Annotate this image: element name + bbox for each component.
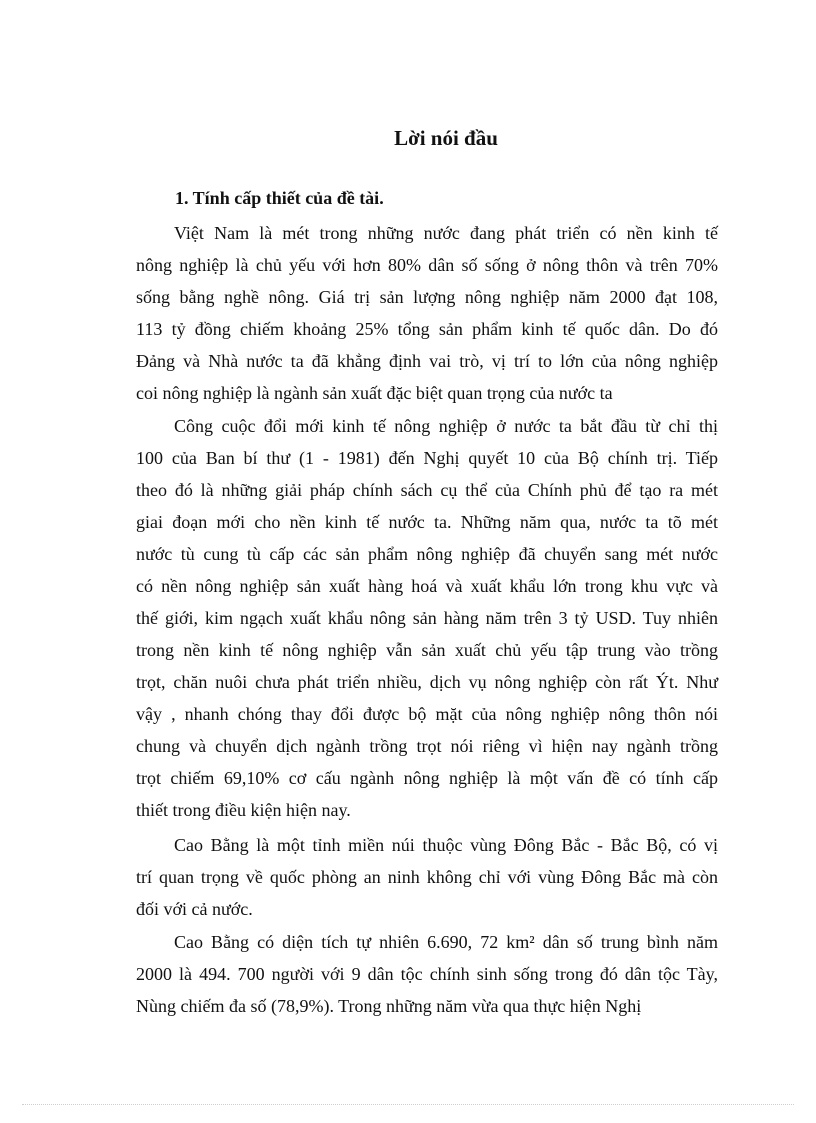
paragraph-3-line-3: đối với cả nước.	[136, 899, 253, 919]
paragraph-2-line-9: trọt, chăn nuôi chưa phát triển nhiều, dịch vụ nông nghiệp còn rất Ýt. Như	[136, 672, 718, 692]
paragraph-1-line-5: Đảng và Nhà nước ta đã khẳng định vai trò, vị trí to lớn của nông nghiệp	[136, 351, 718, 371]
paragraph-2-line-7: thế giới, kim ngạch xuất khẩu nông sản hàng năm trên 3 tỷ USD. Tuy nhiên	[136, 608, 718, 628]
paragraph-3-line-1: Cao Bằng là một tỉnh miền núi thuộc vùng Đông Bắc - Bắc Bộ, có vị	[174, 835, 718, 855]
paragraph-2-line-8: trong nền kinh tế nông nghiệp vẫn sản xuất chủ yếu tập trung vào trồng	[136, 640, 718, 660]
paragraph-4-line-1: Cao Bằng có diện tích tự nhiên 6.690, 72 km² dân số trung bình năm	[174, 932, 718, 952]
document-title: Lời nói đầu	[394, 126, 498, 150]
paragraph-2-line-5: nước tù cung tù cấp các sản phẩm nông nghiệp đã chuyển sang mét nước	[136, 544, 718, 564]
paragraph-2-line-12: trọt chiếm 69,10% cơ cấu ngành nông nghiệp là một vấn đề có tính cấp	[136, 768, 718, 788]
paragraph-2-line-13: thiết trong điều kiện hiện nay.	[136, 800, 351, 820]
footer-divider	[22, 1104, 794, 1105]
paragraph-2-line-3: theo đó là những giải pháp chính sách cụ thể của Chính phủ để tạo ra mét	[136, 480, 718, 500]
paragraph-1-line-4: 113 tỷ đồng chiếm khoảng 25% tổng sản phẩm kinh tế quốc dân. Do đó	[136, 319, 718, 339]
paragraph-3-line-2: trí quan trọng về quốc phòng an ninh không chỉ với vùng Đông Bắc mà còn	[136, 867, 718, 887]
paragraph-2-line-4: giai đoạn mới cho nền kinh tế nước ta. Những năm qua, nước ta tõ mét	[136, 512, 718, 532]
paragraph-4-line-2: 2000 là 494. 700 người với 9 dân tộc chính sinh sống trong đó dân tộc Tày,	[136, 964, 718, 984]
paragraph-1-line-1: Việt Nam là mét trong những nước đang phát triển có nền kinh tế	[174, 223, 718, 243]
paragraph-2-line-10: vậy , nhanh chóng thay đổi được bộ mặt của nông nghiệp nông thôn nói	[136, 704, 718, 724]
paragraph-2-line-6: có nền nông nghiệp sản xuất hàng hoá và xuất khẩu lớn trong khu vực và	[136, 576, 718, 596]
paragraph-1-line-3: sống bằng nghề nông. Giá trị sản lượng nông nghiệp năm 2000 đạt 108,	[136, 287, 718, 307]
paragraph-1-line-2: nông nghiệp là chủ yếu với hơn 80% dân số sống ở nông thôn và trên 70%	[136, 255, 718, 275]
paragraph-2-line-1: Công cuộc đổi mới kinh tế nông nghiệp ở nước ta bắt đầu từ chỉ thị	[174, 416, 718, 436]
paragraph-2-line-2: 100 của Ban bí thư (1 - 1981) đến Nghị quyết 10 của Bộ chính trị. Tiếp	[136, 448, 718, 468]
paragraph-1-line-6: coi nông nghiệp là ngành sản xuất đặc biệt quan trọng của nước ta	[136, 383, 613, 403]
paragraph-2-line-11: chung và chuyển dịch ngành trồng trọt nói riêng vì hiện nay ngành trồng	[136, 736, 718, 756]
section-heading: 1. Tính cấp thiết của đề tài.	[175, 188, 384, 208]
paragraph-4-line-3: Nùng chiếm đa số (78,9%). Trong những năm vừa qua thực hiện Nghị	[136, 996, 642, 1016]
